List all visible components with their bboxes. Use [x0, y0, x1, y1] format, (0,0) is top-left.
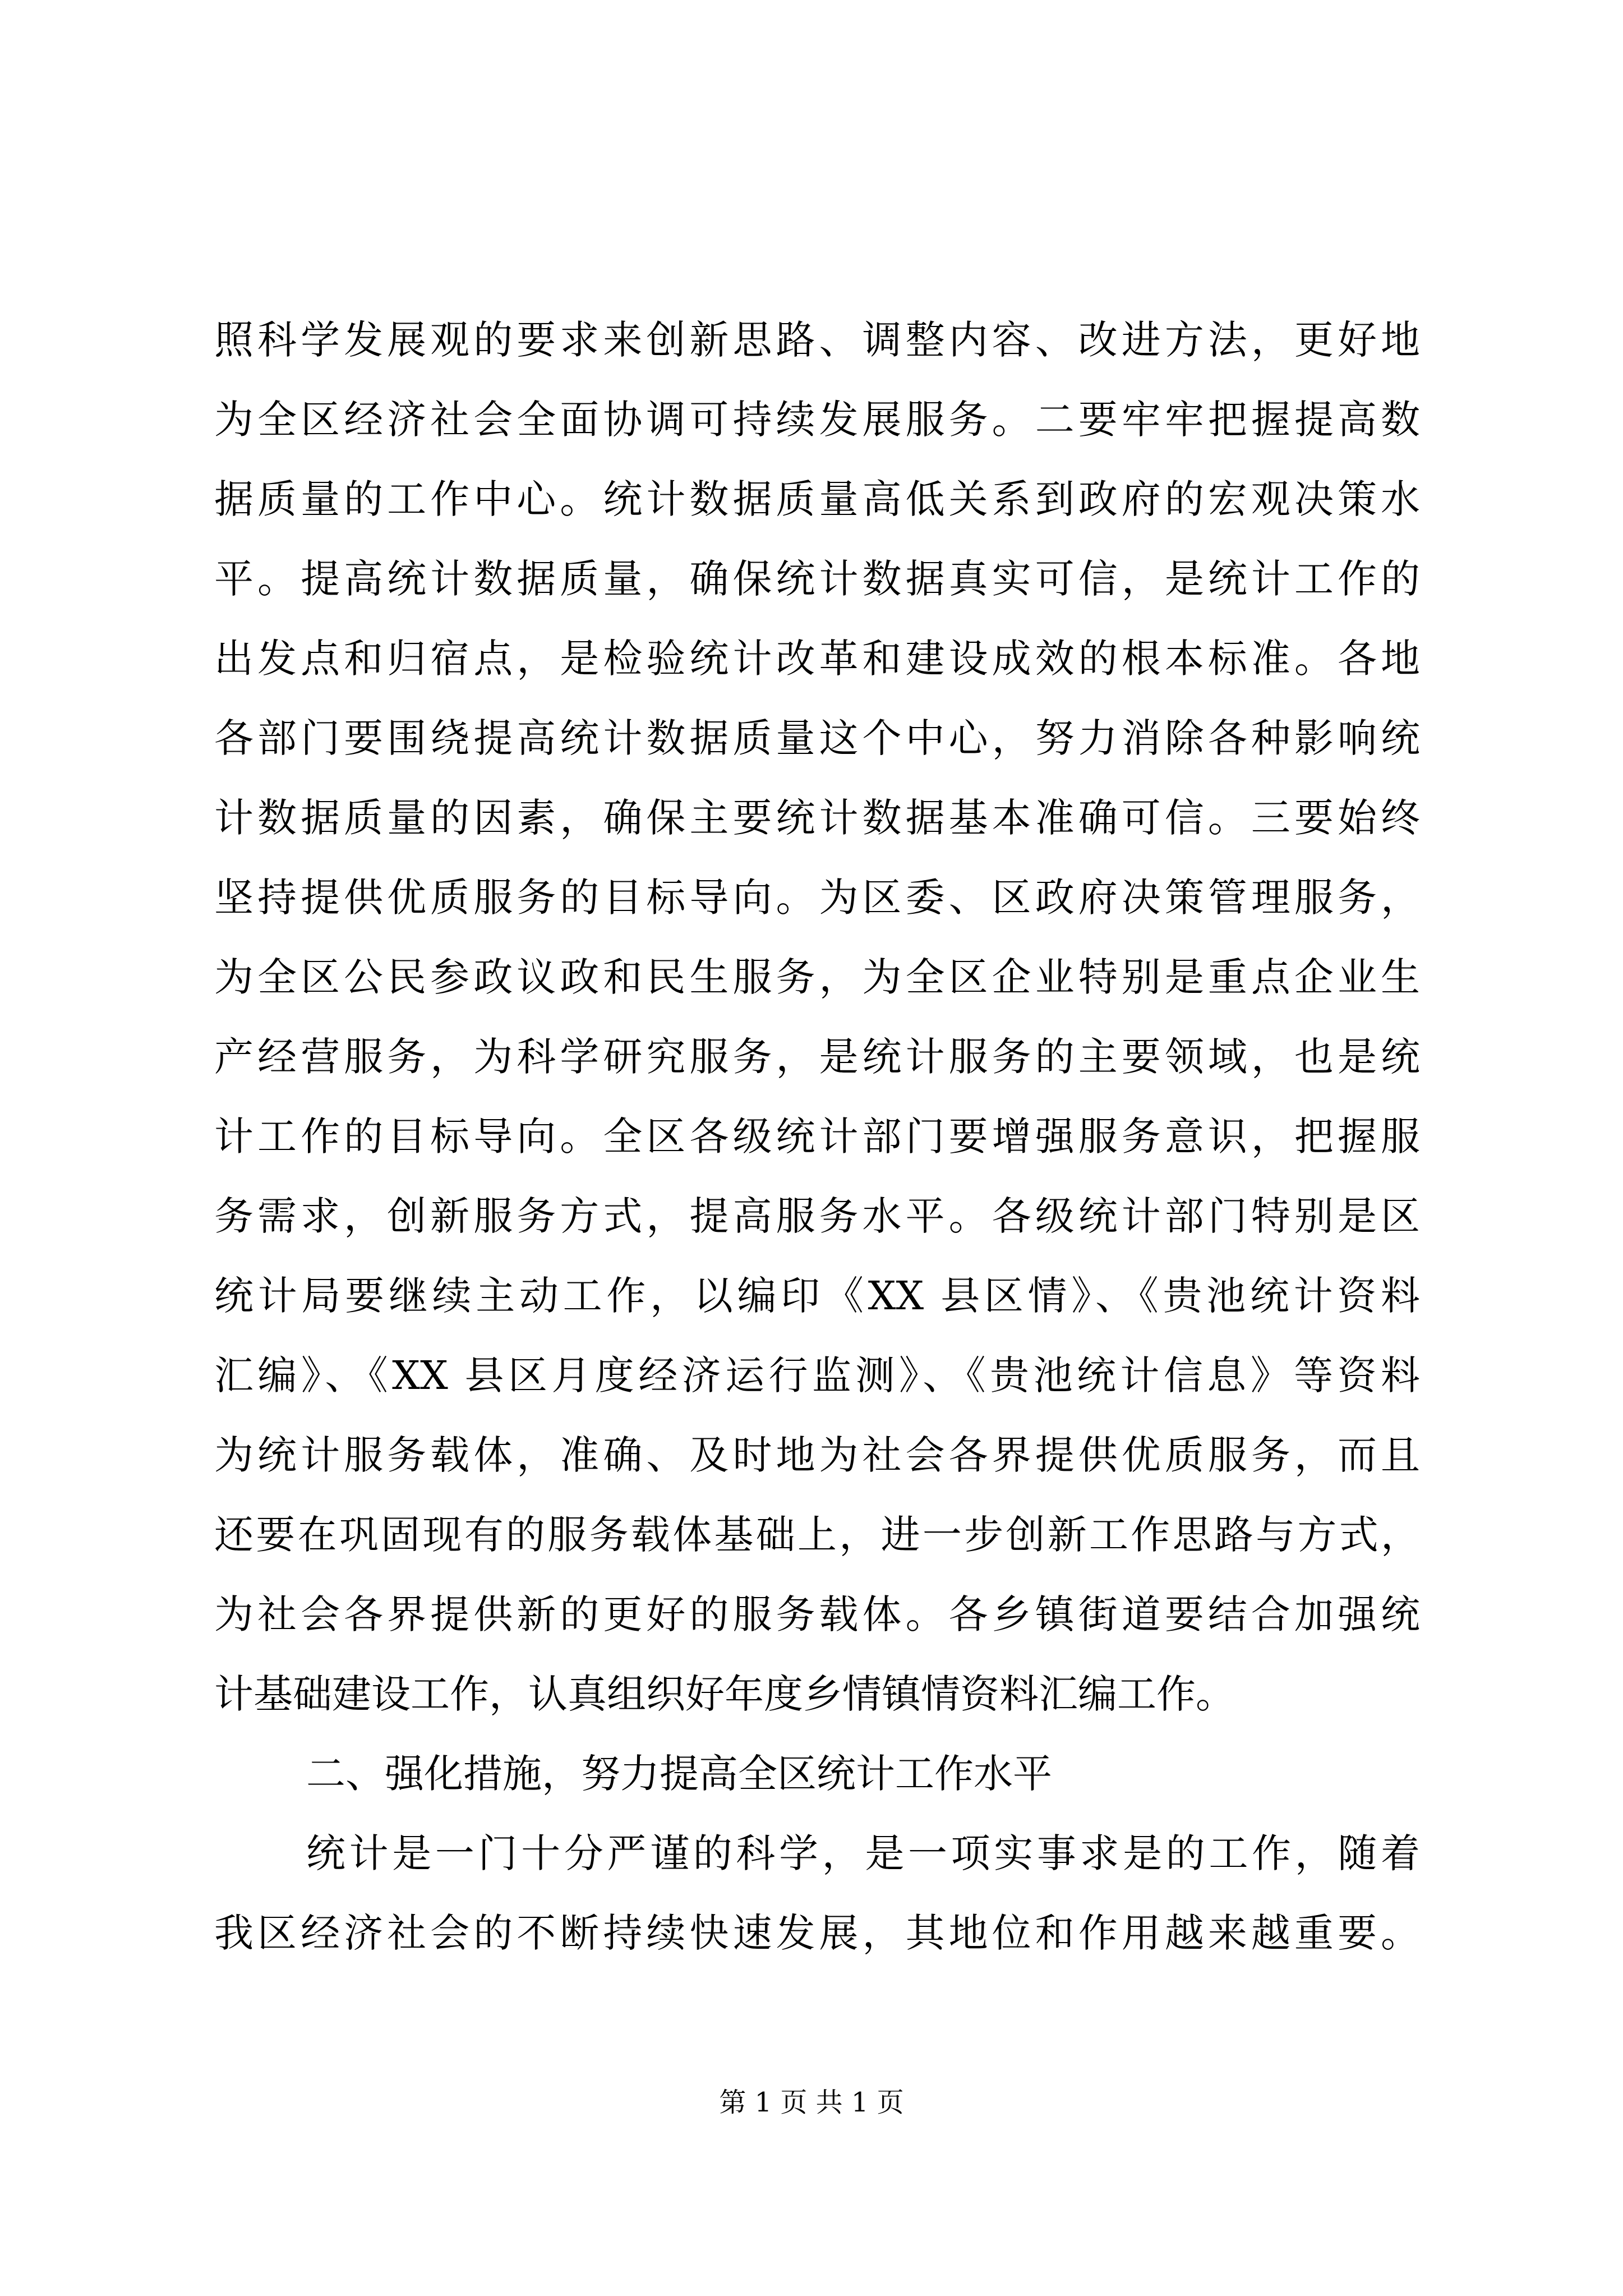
section-heading: 二、强化措施，努力提高全区统计工作水平 [306, 1751, 1052, 1797]
text-line: 各部门要围绕提高统计数据质量这个中心，努力消除各种影响统 [214, 715, 1420, 761]
text-line: 我区经济社会的不断持续快速发展，其地位和作用越来越重要。 [214, 1910, 1420, 1956]
paragraph-end-line: 计基础建设工作，认真组织好年度乡情镇情资料汇编工作。 [214, 1671, 1235, 1717]
paragraph-first-line: 统计是一门十分严谨的科学，是一项实事求是的工作，随着 [306, 1830, 1420, 1876]
text-line: 计工作的目标导向。全区各级统计部门要增强服务意识，把握服 [214, 1114, 1420, 1159]
text-line: 出发点和归宿点，是检验统计改革和建设成效的根本标准。各地 [214, 636, 1420, 682]
text-line: 务需求，创新服务方式，提高服务水平。各级统计部门特别是区 [214, 1193, 1420, 1239]
text-line: 为全区公民参政议政和民生服务，为全区企业特别是重点企业生 [214, 954, 1420, 1000]
text-line: 产经营服务，为科学研究服务，是统计服务的主要领域，也是统 [214, 1034, 1420, 1080]
text-line: 统计局要继续主动工作，以编印《XX 县区情》、《贵池统计资料 [214, 1273, 1420, 1319]
text-line: 坚持提供优质服务的目标导向。为区委、区政府决策管理服务， [214, 875, 1420, 921]
page-number: 第 1 页 共 1 页 [719, 2087, 904, 2118]
text-line: 汇编》、《XX 县区月度经济运行监测》、《贵池统计信息》等资料 [214, 1352, 1420, 1398]
text-line: 为全区经济社会全面协调可持续发展服务。二要牢牢把握提高数 [214, 397, 1420, 443]
text-line: 据质量的工作中心。统计数据质量高低关系到政府的宏观决策水 [214, 476, 1420, 522]
text-line: 计数据质量的因素，确保主要统计数据基本准确可信。三要始终 [214, 795, 1420, 841]
text-line: 为社会各界提供新的更好的服务载体。各乡镇街道要结合加强统 [214, 1591, 1420, 1637]
text-line: 还要在巩固现有的服务载体基础上，进一步创新工作思路与方式， [214, 1512, 1420, 1558]
text-line: 平。提高统计数据质量，确保统计数据真实可信，是统计工作的 [214, 556, 1420, 602]
text-line: 照科学发展观的要求来创新思路、调整内容、改进方法，更好地 [214, 317, 1420, 363]
text-line: 为统计服务载体，准确、及时地为社会各界提供优质服务，而且 [214, 1432, 1420, 1478]
body-text [214, 300, 1420, 1973]
page-footer [0, 2086, 1623, 2119]
